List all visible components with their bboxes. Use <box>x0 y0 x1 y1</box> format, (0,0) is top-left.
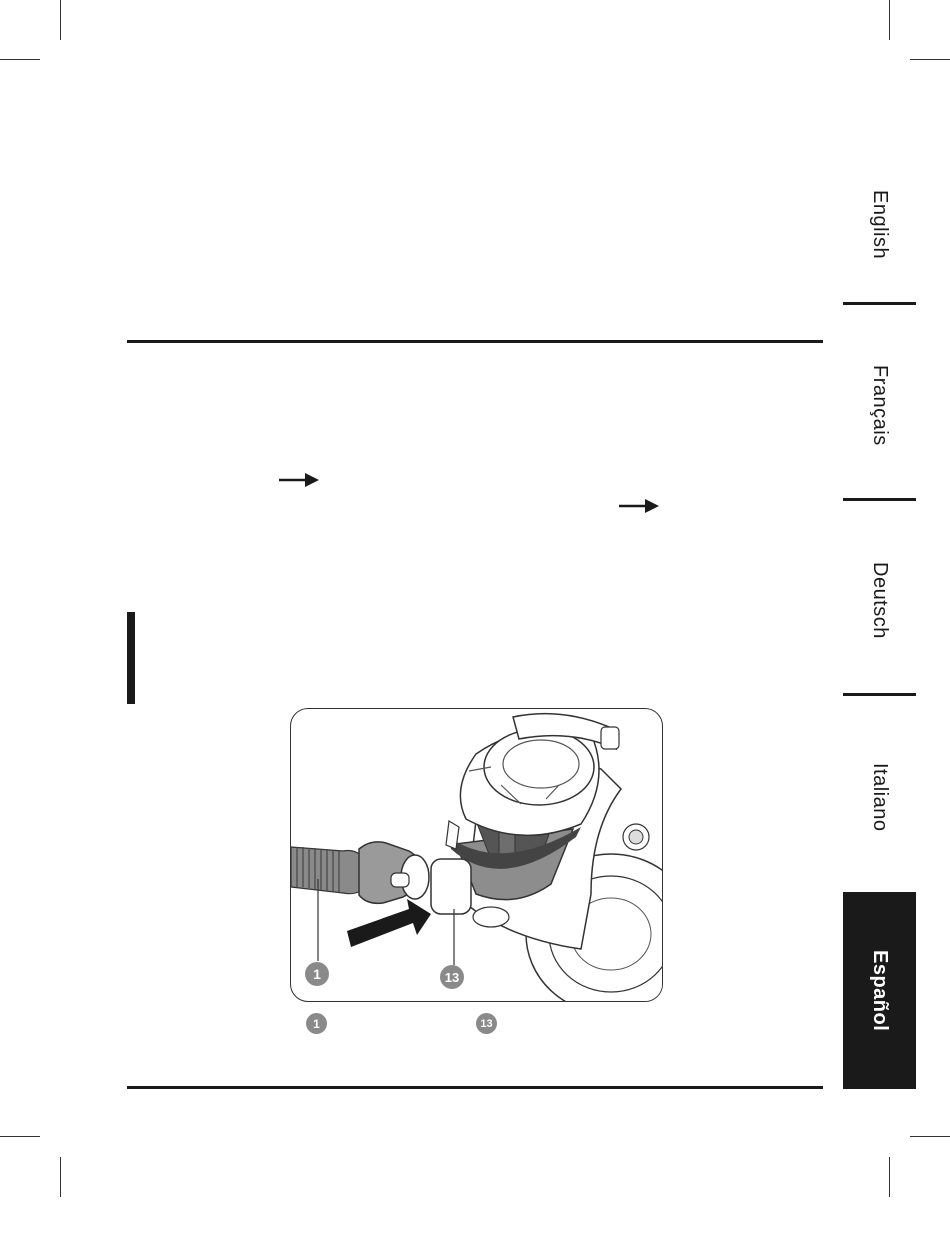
vacuum-hose-illustration <box>290 708 663 1002</box>
tab-divider <box>843 302 916 305</box>
legend-callout-inlet: 13 <box>476 1013 497 1034</box>
tab-deutsch[interactable] <box>843 520 916 680</box>
arrow-right-icon <box>279 473 319 487</box>
tab-divider <box>843 498 916 501</box>
hose <box>291 847 361 894</box>
tab-label: Español <box>869 949 891 1032</box>
tab-francais[interactable] <box>843 320 916 490</box>
crop-mark <box>60 1157 61 1197</box>
tab-label: English <box>869 190 891 260</box>
vacuum-drawing <box>291 709 662 1001</box>
crop-mark <box>910 1136 950 1137</box>
tab-label: Italiano <box>869 763 891 832</box>
note-bar <box>127 612 135 704</box>
crop-mark <box>60 0 61 40</box>
header-rule <box>127 340 823 343</box>
push-arrow-icon <box>347 899 431 947</box>
arrow-right-icon <box>619 499 659 513</box>
legend-callout-hose: 1 <box>306 1013 327 1034</box>
crop-mark <box>0 1136 40 1137</box>
tab-italiano[interactable] <box>843 720 916 875</box>
footer-rule <box>127 1086 823 1089</box>
tab-divider <box>843 693 916 696</box>
callout-hose: 1 <box>305 962 329 986</box>
hose-inlet <box>431 859 471 914</box>
tab-espanol[interactable] <box>843 892 916 1089</box>
tab-label: Français <box>869 364 891 446</box>
callout-inlet: 13 <box>440 965 464 989</box>
crop-mark <box>889 1157 890 1197</box>
crop-mark <box>889 0 890 40</box>
tab-label: Deutsch <box>869 561 891 639</box>
crop-mark <box>910 59 950 60</box>
crop-mark <box>0 59 40 60</box>
tab-english[interactable] <box>843 150 916 300</box>
